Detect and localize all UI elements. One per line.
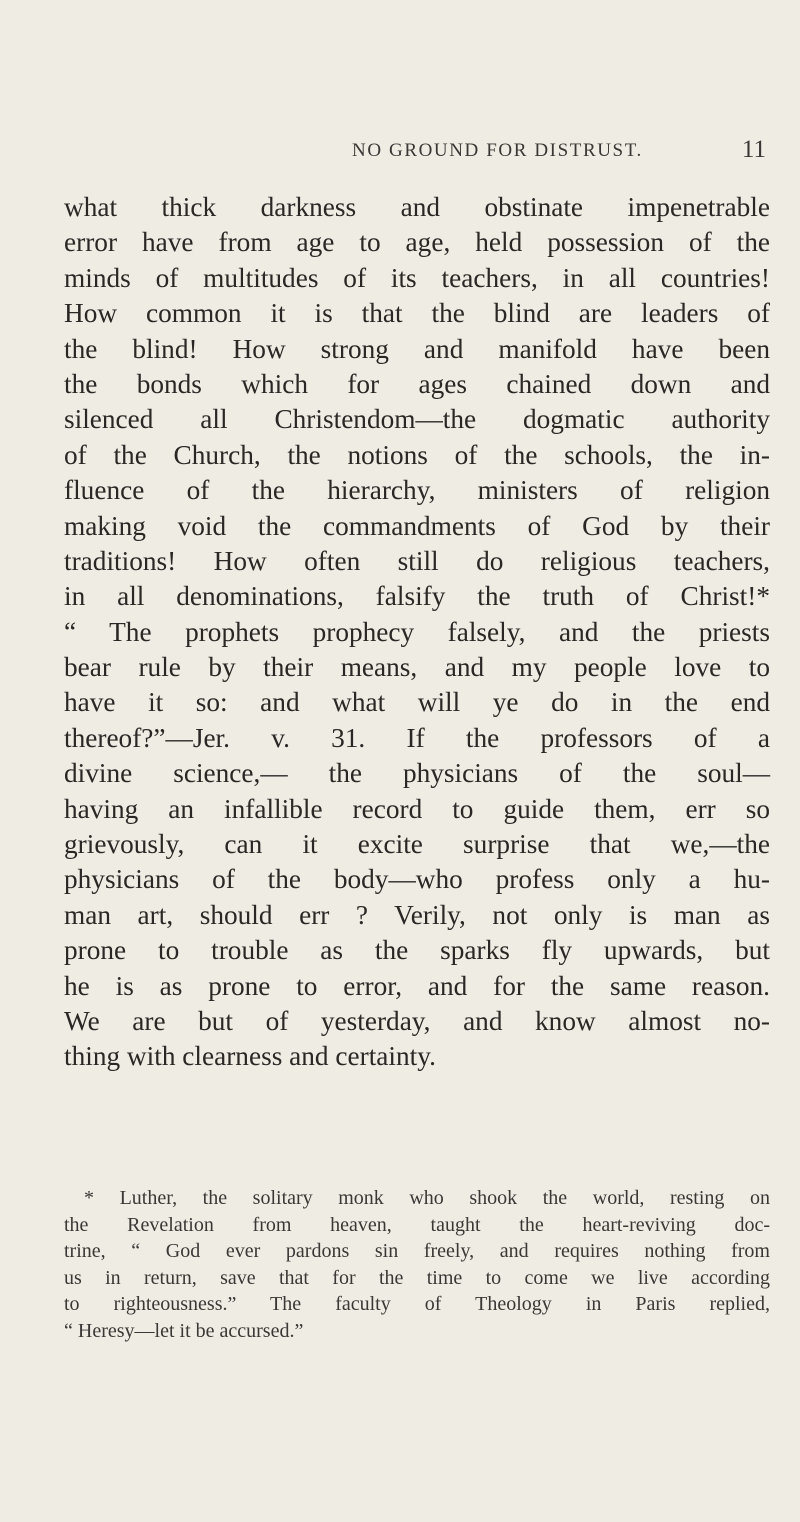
text-line: How common it is that the blind are leaders of xyxy=(64,298,770,329)
text-line: making void the commandments of God by their xyxy=(64,510,770,541)
footnote xyxy=(64,1185,770,1344)
text-line: thing with clearness and certainty. xyxy=(64,1041,436,1072)
text-line: traditions! How often still do religious teachers, xyxy=(64,545,770,576)
text-line: the bonds which for ages chained down and xyxy=(64,368,770,399)
text-line: “ The prophets prophecy falsely, and the priests xyxy=(64,616,770,647)
body-text xyxy=(64,190,770,1075)
running-head xyxy=(352,136,772,170)
text-line: thereof?”—Jer. v. 31. If the professors of a xyxy=(64,722,770,753)
text-line: minds of multitudes of its teachers, in all countries! xyxy=(64,262,770,293)
running-title: NO GROUND FOR DISTRUST. xyxy=(352,140,643,161)
page-number: 11 xyxy=(741,136,766,163)
text-line: divine science,— the physicians of the soul— xyxy=(64,758,770,789)
text-line: We are but of yesterday, and know almost no- xyxy=(64,1005,770,1036)
text-line: fluence of the hierarchy, ministers of religion xyxy=(64,475,770,506)
text-line: have it so: and what will ye do in the end xyxy=(64,687,770,718)
footnote-line: “ Heresy—let it be accursed.” xyxy=(64,1319,304,1342)
text-line: silenced all Christendom—the dogmatic authority xyxy=(64,404,770,435)
text-line: man art, should err ? Verily, not only is man as xyxy=(64,899,770,930)
text-line: what thick darkness and obstinate impenetrable xyxy=(64,192,770,222)
text-line: in all denominations, falsify the truth of Christ!* xyxy=(64,581,770,612)
footnote-line: * Luther, the solitary monk who shook the world, resting on xyxy=(84,1187,770,1209)
footnote-line: us in return, save that for the time to come we live according xyxy=(64,1266,770,1289)
text-line: he is as prone to error, and for the same reason. xyxy=(64,970,770,1001)
text-line: of the Church, the notions of the schools, the in- xyxy=(64,439,770,470)
footnote-line: to righteousness.” The faculty of Theology in Paris replied, xyxy=(64,1293,770,1315)
text-line: grievously, can it excite surprise that we,—the xyxy=(64,829,770,860)
text-line: having an infallible record to guide them, err so xyxy=(64,793,770,824)
text-line: physicians of the body—who profess only a hu- xyxy=(64,864,770,895)
footnote-line: trine, “ God ever pardons sin freely, and requires nothing from xyxy=(64,1240,770,1262)
text-line: prone to trouble as the sparks fly upwards, but xyxy=(64,935,770,966)
text-line: error have from age to age, held possession of the xyxy=(64,227,770,258)
footnote-line: the Revelation from heaven, taught the heart-reviving doc- xyxy=(64,1213,770,1236)
text-line: the blind! How strong and manifold have been xyxy=(64,333,770,364)
text-line: bear rule by their means, and my people love to xyxy=(64,652,770,683)
